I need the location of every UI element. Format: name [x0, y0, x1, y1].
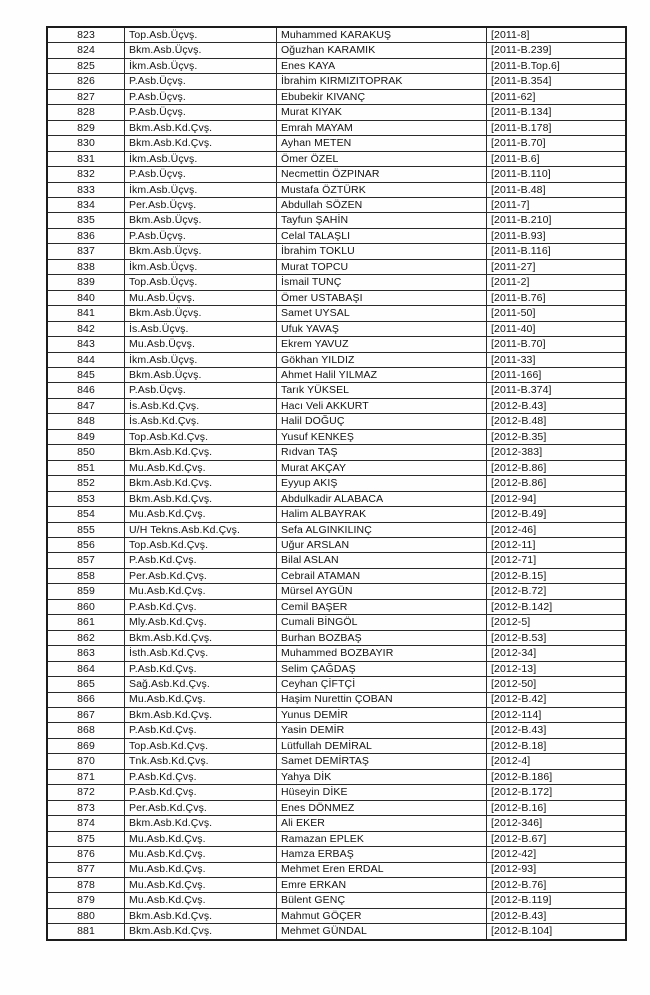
register-code-cell: [2012-B.186]: [487, 769, 627, 784]
register-code-cell: [2012-B.48]: [487, 414, 627, 429]
table-row: [47, 337, 626, 352]
row-number-cell: 824: [47, 43, 125, 58]
name-cell: Cemil BAŞER: [277, 599, 487, 614]
register-code-cell: [2012-94]: [487, 491, 627, 506]
rank-cell: Bkm.Asb.Kd.Çvş.: [125, 630, 277, 645]
row-number-cell: 825: [47, 58, 125, 73]
row-number-cell: 853: [47, 491, 125, 506]
table-row: [47, 460, 626, 475]
table-row: [47, 259, 626, 274]
table-row: [47, 507, 626, 522]
rank-cell: Mu.Asb.Kd.Çvş.: [125, 692, 277, 707]
table-row: [47, 120, 626, 135]
name-cell: Sefa ALGINKILINÇ: [277, 522, 487, 537]
rank-cell: Mu.Asb.Üçvş.: [125, 290, 277, 305]
row-number-cell: 834: [47, 198, 125, 213]
name-cell: Enes KAYA: [277, 58, 487, 73]
register-code-cell: [2012-B.119]: [487, 893, 627, 908]
table-row: [47, 692, 626, 707]
register-code-cell: [2012-B.43]: [487, 908, 627, 923]
register-code-cell: [2011-62]: [487, 89, 627, 104]
rank-cell: Top.Asb.Üçvş.: [125, 27, 277, 43]
name-cell: Mehmet GÜNDAL: [277, 924, 487, 940]
row-number-cell: 849: [47, 429, 125, 444]
row-number-cell: 850: [47, 445, 125, 460]
table-row: [47, 893, 626, 908]
register-code-cell: [2012-11]: [487, 537, 627, 552]
row-number-cell: 828: [47, 105, 125, 120]
rank-cell: İsth.Asb.Kd.Çvş.: [125, 646, 277, 661]
name-cell: Halil DOĞUÇ: [277, 414, 487, 429]
row-number-cell: 865: [47, 677, 125, 692]
table-row: [47, 167, 626, 182]
register-code-cell: [2011-B.70]: [487, 337, 627, 352]
rank-cell: Bkm.Asb.Kd.Çvş.: [125, 136, 277, 151]
name-cell: Burhan BOZBAŞ: [277, 630, 487, 645]
row-number-cell: 827: [47, 89, 125, 104]
rank-cell: Bkm.Asb.Üçvş.: [125, 368, 277, 383]
table-row: [47, 646, 626, 661]
name-cell: Hacı Veli AKKURT: [277, 398, 487, 413]
personnel-table: [46, 26, 627, 941]
rank-cell: İkm.Asb.Üçvş.: [125, 259, 277, 274]
table-row: [47, 198, 626, 213]
table-row: [47, 476, 626, 491]
table-row: [47, 368, 626, 383]
table-row: [47, 877, 626, 892]
row-number-cell: 832: [47, 167, 125, 182]
name-cell: Ayhan METEN: [277, 136, 487, 151]
name-cell: Ali EKER: [277, 816, 487, 831]
rank-cell: P.Asb.Kd.Çvş.: [125, 553, 277, 568]
rank-cell: P.Asb.Kd.Çvş.: [125, 723, 277, 738]
rank-cell: Top.Asb.Kd.Çvş.: [125, 738, 277, 753]
name-cell: Ramazan EPLEK: [277, 831, 487, 846]
row-number-cell: 848: [47, 414, 125, 429]
register-code-cell: [2012-B.53]: [487, 630, 627, 645]
table-row: [47, 275, 626, 290]
rank-cell: Bkm.Asb.Üçvş.: [125, 43, 277, 58]
rank-cell: Mu.Asb.Kd.Çvş.: [125, 847, 277, 862]
name-cell: Cumali BİNGÖL: [277, 615, 487, 630]
table-row: [47, 352, 626, 367]
name-cell: Rıdvan TAŞ: [277, 445, 487, 460]
row-number-cell: 881: [47, 924, 125, 940]
rank-cell: P.Asb.Kd.Çvş.: [125, 769, 277, 784]
table-row: [47, 228, 626, 243]
name-cell: İsmail TUNÇ: [277, 275, 487, 290]
row-number-cell: 837: [47, 244, 125, 259]
register-code-cell: [2011-B.239]: [487, 43, 627, 58]
table-row: [47, 58, 626, 73]
name-cell: İbrahim KIRMIZITOPRAK: [277, 74, 487, 89]
register-code-cell: [2011-B.6]: [487, 151, 627, 166]
row-number-cell: 876: [47, 847, 125, 862]
table-row: [47, 599, 626, 614]
register-code-cell: [2012-13]: [487, 661, 627, 676]
register-code-cell: [2011-B.354]: [487, 74, 627, 89]
row-number-cell: 862: [47, 630, 125, 645]
name-cell: Mürsel AYGÜN: [277, 584, 487, 599]
table-row: [47, 43, 626, 58]
table-row: [47, 136, 626, 151]
name-cell: Yahya DİK: [277, 769, 487, 784]
name-cell: Lütfullah DEMİRAL: [277, 738, 487, 753]
rank-cell: Mu.Asb.Kd.Çvş.: [125, 893, 277, 908]
table-row: [47, 290, 626, 305]
table-row: [47, 738, 626, 753]
table-row: [47, 584, 626, 599]
rank-cell: Bkm.Asb.Üçvş.: [125, 213, 277, 228]
name-cell: Selim ÇAĞDAŞ: [277, 661, 487, 676]
rank-cell: İkm.Asb.Üçvş.: [125, 58, 277, 73]
register-code-cell: [2012-B.43]: [487, 398, 627, 413]
table-row: [47, 27, 626, 43]
register-code-cell: [2012-B.142]: [487, 599, 627, 614]
register-code-cell: [2012-B.172]: [487, 785, 627, 800]
table-row: [47, 491, 626, 506]
register-code-cell: [2011-B.374]: [487, 383, 627, 398]
row-number-cell: 858: [47, 568, 125, 583]
table-row: [47, 414, 626, 429]
row-number-cell: 874: [47, 816, 125, 831]
table-row: [47, 213, 626, 228]
register-code-cell: [2011-B.Top.6]: [487, 58, 627, 73]
table-row: [47, 847, 626, 862]
table-row: [47, 908, 626, 923]
register-code-cell: [2012-B.67]: [487, 831, 627, 846]
name-cell: Murat AKÇAY: [277, 460, 487, 475]
name-cell: Celal TALAŞLI: [277, 228, 487, 243]
row-number-cell: 829: [47, 120, 125, 135]
table-row: [47, 445, 626, 460]
table-row: [47, 615, 626, 630]
register-code-cell: [2011-B.93]: [487, 228, 627, 243]
name-cell: Haşim Nurettin ÇOBAN: [277, 692, 487, 707]
name-cell: Samet DEMİRTAŞ: [277, 754, 487, 769]
row-number-cell: 861: [47, 615, 125, 630]
name-cell: Murat KIYAK: [277, 105, 487, 120]
name-cell: Yunus DEMİR: [277, 707, 487, 722]
name-cell: Uğur ARSLAN: [277, 537, 487, 552]
row-number-cell: 833: [47, 182, 125, 197]
row-number-cell: 839: [47, 275, 125, 290]
row-number-cell: 870: [47, 754, 125, 769]
row-number-cell: 846: [47, 383, 125, 398]
row-number-cell: 856: [47, 537, 125, 552]
row-number-cell: 840: [47, 290, 125, 305]
rank-cell: İs.Asb.Üçvş.: [125, 321, 277, 336]
rank-cell: P.Asb.Kd.Çvş.: [125, 785, 277, 800]
register-code-cell: [2011-27]: [487, 259, 627, 274]
row-number-cell: 842: [47, 321, 125, 336]
row-number-cell: 855: [47, 522, 125, 537]
row-number-cell: 847: [47, 398, 125, 413]
register-code-cell: [2012-5]: [487, 615, 627, 630]
table-row: [47, 182, 626, 197]
rank-cell: Per.Asb.Üçvş.: [125, 198, 277, 213]
rank-cell: Mu.Asb.Üçvş.: [125, 337, 277, 352]
rank-cell: İkm.Asb.Üçvş.: [125, 151, 277, 166]
name-cell: Halim ALBAYRAK: [277, 507, 487, 522]
table-row: [47, 568, 626, 583]
name-cell: Bilal ASLAN: [277, 553, 487, 568]
row-number-cell: 863: [47, 646, 125, 661]
register-code-cell: [2011-B.48]: [487, 182, 627, 197]
row-number-cell: 859: [47, 584, 125, 599]
name-cell: Ceyhan ÇİFTÇİ: [277, 677, 487, 692]
rank-cell: Per.Asb.Kd.Çvş.: [125, 800, 277, 815]
table-row: [47, 800, 626, 815]
row-number-cell: 877: [47, 862, 125, 877]
name-cell: Hamza ERBAŞ: [277, 847, 487, 862]
table-row: [47, 522, 626, 537]
rank-cell: Top.Asb.Kd.Çvş.: [125, 537, 277, 552]
name-cell: Enes DÖNMEZ: [277, 800, 487, 815]
table-row: [47, 244, 626, 259]
row-number-cell: 864: [47, 661, 125, 676]
rank-cell: Bkm.Asb.Kd.Çvş.: [125, 491, 277, 506]
row-number-cell: 844: [47, 352, 125, 367]
rank-cell: Bkm.Asb.Üçvş.: [125, 306, 277, 321]
register-code-cell: [2012-50]: [487, 677, 627, 692]
row-number-cell: 880: [47, 908, 125, 923]
register-code-cell: [2012-B.72]: [487, 584, 627, 599]
table-row: [47, 630, 626, 645]
name-cell: Yusuf KENKEŞ: [277, 429, 487, 444]
rank-cell: Bkm.Asb.Kd.Çvş.: [125, 445, 277, 460]
register-code-cell: [2011-40]: [487, 321, 627, 336]
register-code-cell: [2012-383]: [487, 445, 627, 460]
rank-cell: P.Asb.Üçvş.: [125, 383, 277, 398]
row-number-cell: 852: [47, 476, 125, 491]
name-cell: Ufuk YAVAŞ: [277, 321, 487, 336]
row-number-cell: 823: [47, 27, 125, 43]
name-cell: Oğuzhan KARAMIK: [277, 43, 487, 58]
row-number-cell: 866: [47, 692, 125, 707]
name-cell: Abdullah SÖZEN: [277, 198, 487, 213]
rank-cell: P.Asb.Üçvş.: [125, 167, 277, 182]
rank-cell: Mu.Asb.Kd.Çvş.: [125, 831, 277, 846]
row-number-cell: 838: [47, 259, 125, 274]
rank-cell: U/H Tekns.Asb.Kd.Çvş.: [125, 522, 277, 537]
rank-cell: Mu.Asb.Kd.Çvş.: [125, 460, 277, 475]
name-cell: Ömer ÖZEL: [277, 151, 487, 166]
row-number-cell: 868: [47, 723, 125, 738]
rank-cell: Per.Asb.Kd.Çvş.: [125, 568, 277, 583]
name-cell: Yasin DEMİR: [277, 723, 487, 738]
register-code-cell: [2012-B.86]: [487, 460, 627, 475]
name-cell: Necmettin ÖZPINAR: [277, 167, 487, 182]
table-row: [47, 754, 626, 769]
rank-cell: P.Asb.Üçvş.: [125, 228, 277, 243]
register-code-cell: [2011-B.210]: [487, 213, 627, 228]
table-row: [47, 383, 626, 398]
table-row: [47, 553, 626, 568]
rank-cell: Bkm.Asb.Kd.Çvş.: [125, 120, 277, 135]
rank-cell: P.Asb.Üçvş.: [125, 89, 277, 104]
row-number-cell: 869: [47, 738, 125, 753]
name-cell: Cebrail ATAMAN: [277, 568, 487, 583]
table-row: [47, 924, 626, 940]
table-row: [47, 661, 626, 676]
row-number-cell: 872: [47, 785, 125, 800]
rank-cell: İkm.Asb.Üçvş.: [125, 182, 277, 197]
row-number-cell: 867: [47, 707, 125, 722]
row-number-cell: 830: [47, 136, 125, 151]
personnel-table-body: [47, 27, 626, 940]
rank-cell: P.Asb.Üçvş.: [125, 105, 277, 120]
register-code-cell: [2012-B.76]: [487, 877, 627, 892]
table-row: [47, 537, 626, 552]
name-cell: Hüseyin DİKE: [277, 785, 487, 800]
name-cell: Ömer USTABAŞI: [277, 290, 487, 305]
row-number-cell: 851: [47, 460, 125, 475]
register-code-cell: [2012-B.104]: [487, 924, 627, 940]
rank-cell: Mu.Asb.Kd.Çvş.: [125, 584, 277, 599]
register-code-cell: [2011-166]: [487, 368, 627, 383]
register-code-cell: [2012-B.15]: [487, 568, 627, 583]
register-code-cell: [2012-B.18]: [487, 738, 627, 753]
rank-cell: Top.Asb.Üçvş.: [125, 275, 277, 290]
rank-cell: Bkm.Asb.Kd.Çvş.: [125, 816, 277, 831]
name-cell: Abdulkadir ALABACA: [277, 491, 487, 506]
rank-cell: İs.Asb.Kd.Çvş.: [125, 414, 277, 429]
register-code-cell: [2011-B.178]: [487, 120, 627, 135]
register-code-cell: [2012-B.16]: [487, 800, 627, 815]
register-code-cell: [2011-33]: [487, 352, 627, 367]
table-row: [47, 723, 626, 738]
register-code-cell: [2011-B.110]: [487, 167, 627, 182]
table-row: [47, 769, 626, 784]
rank-cell: İs.Asb.Kd.Çvş.: [125, 398, 277, 413]
rank-cell: Bkm.Asb.Kd.Çvş.: [125, 924, 277, 940]
register-code-cell: [2012-42]: [487, 847, 627, 862]
table-row: [47, 707, 626, 722]
register-code-cell: [2012-34]: [487, 646, 627, 661]
register-code-cell: [2012-B.49]: [487, 507, 627, 522]
table-row: [47, 105, 626, 120]
row-number-cell: 843: [47, 337, 125, 352]
row-number-cell: 836: [47, 228, 125, 243]
rank-cell: P.Asb.Kd.Çvş.: [125, 661, 277, 676]
name-cell: Ebubekir KIVANÇ: [277, 89, 487, 104]
rank-cell: Bkm.Asb.Kd.Çvş.: [125, 707, 277, 722]
name-cell: Tayfun ŞAHİN: [277, 213, 487, 228]
row-number-cell: 860: [47, 599, 125, 614]
row-number-cell: 871: [47, 769, 125, 784]
register-code-cell: [2012-346]: [487, 816, 627, 831]
rank-cell: Top.Asb.Kd.Çvş.: [125, 429, 277, 444]
row-number-cell: 857: [47, 553, 125, 568]
table-row: [47, 89, 626, 104]
row-number-cell: 878: [47, 877, 125, 892]
rank-cell: Tnk.Asb.Kd.Çvş.: [125, 754, 277, 769]
table-row: [47, 831, 626, 846]
register-code-cell: [2011-50]: [487, 306, 627, 321]
row-number-cell: 873: [47, 800, 125, 815]
rank-cell: Bkm.Asb.Kd.Çvş.: [125, 476, 277, 491]
register-code-cell: [2011-B.134]: [487, 105, 627, 120]
rank-cell: İkm.Asb.Üçvş.: [125, 352, 277, 367]
register-code-cell: [2012-B.35]: [487, 429, 627, 444]
table-row: [47, 321, 626, 336]
table-row: [47, 862, 626, 877]
row-number-cell: 879: [47, 893, 125, 908]
table-row: [47, 785, 626, 800]
register-code-cell: [2011-7]: [487, 198, 627, 213]
name-cell: Muhammed BOZBAYIR: [277, 646, 487, 661]
table-row: [47, 429, 626, 444]
register-code-cell: [2011-B.70]: [487, 136, 627, 151]
name-cell: Eyyup AKIŞ: [277, 476, 487, 491]
name-cell: Muhammed KARAKUŞ: [277, 27, 487, 43]
table-row: [47, 816, 626, 831]
register-code-cell: [2011-B.116]: [487, 244, 627, 259]
rank-cell: Mu.Asb.Kd.Çvş.: [125, 877, 277, 892]
name-cell: Mehmet Eren ERDAL: [277, 862, 487, 877]
row-number-cell: 845: [47, 368, 125, 383]
rank-cell: Bkm.Asb.Kd.Çvş.: [125, 908, 277, 923]
name-cell: İbrahim TOKLU: [277, 244, 487, 259]
table-row: [47, 306, 626, 321]
register-code-cell: [2012-B.86]: [487, 476, 627, 491]
register-code-cell: [2011-2]: [487, 275, 627, 290]
register-code-cell: [2012-46]: [487, 522, 627, 537]
rank-cell: Mu.Asb.Kd.Çvş.: [125, 862, 277, 877]
register-code-cell: [2012-71]: [487, 553, 627, 568]
name-cell: Ahmet Halil YILMAZ: [277, 368, 487, 383]
table-row: [47, 74, 626, 89]
name-cell: Emre ERKAN: [277, 877, 487, 892]
name-cell: Ekrem YAVUZ: [277, 337, 487, 352]
row-number-cell: 854: [47, 507, 125, 522]
register-code-cell: [2012-114]: [487, 707, 627, 722]
row-number-cell: 841: [47, 306, 125, 321]
rank-cell: P.Asb.Üçvş.: [125, 74, 277, 89]
register-code-cell: [2011-B.76]: [487, 290, 627, 305]
rank-cell: Mu.Asb.Kd.Çvş.: [125, 507, 277, 522]
row-number-cell: 835: [47, 213, 125, 228]
rank-cell: Bkm.Asb.Üçvş.: [125, 244, 277, 259]
name-cell: Tarık YÜKSEL: [277, 383, 487, 398]
name-cell: Bülent GENÇ: [277, 893, 487, 908]
rank-cell: Mly.Asb.Kd.Çvş.: [125, 615, 277, 630]
register-code-cell: [2012-4]: [487, 754, 627, 769]
name-cell: Emrah MAYAM: [277, 120, 487, 135]
name-cell: Mustafa ÖZTÜRK: [277, 182, 487, 197]
register-code-cell: [2012-B.42]: [487, 692, 627, 707]
row-number-cell: 831: [47, 151, 125, 166]
name-cell: Samet UYSAL: [277, 306, 487, 321]
name-cell: Mahmut GÖÇER: [277, 908, 487, 923]
name-cell: Gökhan YILDIZ: [277, 352, 487, 367]
table-row: [47, 398, 626, 413]
row-number-cell: 826: [47, 74, 125, 89]
rank-cell: Sağ.Asb.Kd.Çvş.: [125, 677, 277, 692]
name-cell: Murat TOPCU: [277, 259, 487, 274]
register-code-cell: [2012-B.43]: [487, 723, 627, 738]
table-row: [47, 677, 626, 692]
row-number-cell: 875: [47, 831, 125, 846]
table-row: [47, 151, 626, 166]
register-code-cell: [2011-8]: [487, 27, 627, 43]
register-code-cell: [2012-93]: [487, 862, 627, 877]
rank-cell: P.Asb.Kd.Çvş.: [125, 599, 277, 614]
